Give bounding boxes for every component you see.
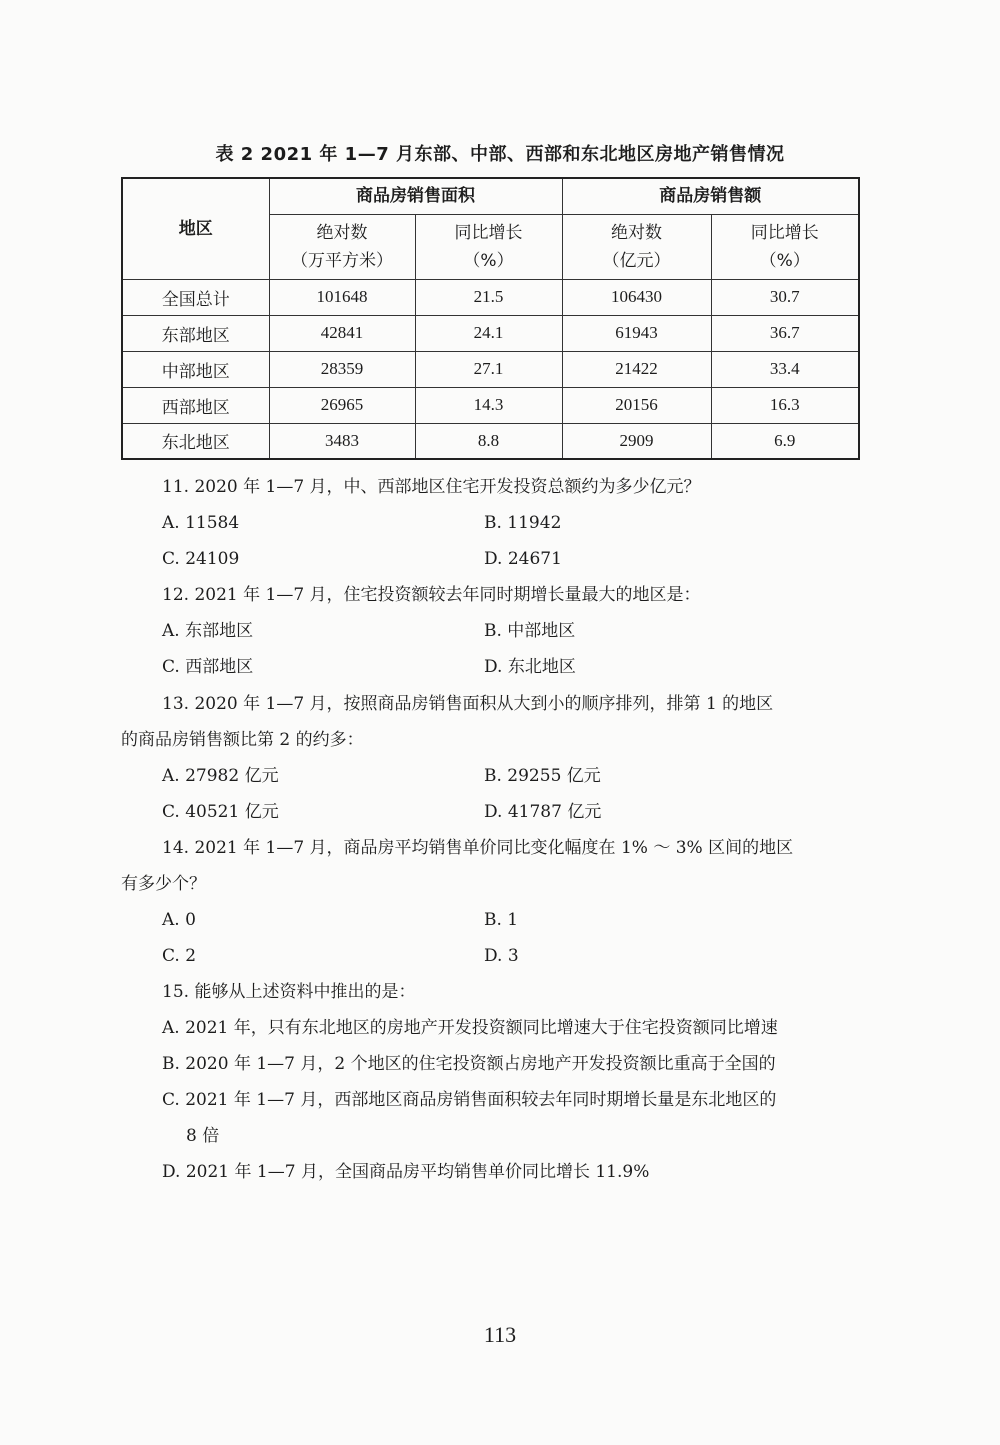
- area-yoy-cell: 8.8: [415, 423, 562, 459]
- table-row: [122, 279, 859, 315]
- area-yoy-cell: 21.5: [415, 279, 562, 315]
- sales-yoy-cell: 16.3: [711, 387, 859, 423]
- page-number: 113: [483, 1322, 517, 1347]
- area-yoy-cell: 14.3: [415, 387, 562, 423]
- area-yoy-header: [415, 214, 562, 279]
- question-15-option-c-line2: 8 倍: [186, 1126, 220, 1146]
- question-12-option-b: B. 中部地区: [484, 621, 576, 641]
- sales-cell: 61943: [562, 315, 711, 351]
- question-12-stem: 12. 2021 年 1—7 月，住宅投资额较去年同时期增长量最大的地区是：: [162, 585, 701, 605]
- question-15-option-c-line1: C. 2021 年 1—7 月，西部地区商品房销售面积较去年同时期增长量是东北地区的: [162, 1090, 777, 1110]
- area-yoy-label: 同比增长: [454, 222, 523, 243]
- question-11-option-d: D. 24671: [484, 549, 562, 569]
- area-yoy-cell: 27.1: [415, 351, 562, 387]
- area-group-header: 商品房销售面积: [269, 178, 562, 214]
- question-11-option-a: A. 11584: [162, 513, 240, 533]
- question-13-option-a: A. 27982 亿元: [162, 766, 279, 786]
- area-abs-header: [269, 214, 415, 279]
- question-11-option-c: C. 24109: [162, 549, 240, 569]
- sales-cell: 2909: [562, 423, 711, 459]
- sales-yoy-cell: 36.7: [711, 315, 859, 351]
- question-14-stem-line2: 有多少个？: [121, 874, 206, 894]
- sales-cell: 20156: [562, 387, 711, 423]
- area-cell: 28359: [269, 351, 415, 387]
- area-unit-label: （万平方米）: [291, 250, 393, 271]
- question-11-option-b: B. 11942: [484, 513, 562, 533]
- question-15-option-d: D. 2021 年 1—7 月，全国商品房平均销售单价同比增长 11.9%: [162, 1162, 650, 1182]
- table-row: [122, 351, 859, 387]
- sales-yoy-cell: 30.7: [711, 279, 859, 315]
- table-caption: 表 2 2021 年 1—7 月东部、中部、西部和东北地区房地产销售情况: [215, 144, 785, 165]
- question-15-option-b: B. 2020 年 1—7 月，2 个地区的住宅投资额占房地产开发投资额比重高于全国的: [162, 1054, 776, 1074]
- area-cell: 101648: [269, 279, 415, 315]
- question-11-stem: 11. 2020 年 1—7 月，中、西部地区住宅开发投资总额约为多少亿元？: [162, 477, 701, 497]
- question-13-option-d: D. 41787 亿元: [484, 802, 602, 822]
- question-12-option-a: A. 东部地区: [162, 621, 254, 641]
- area-yoy-cell: 24.1: [415, 315, 562, 351]
- sales-abs-header: [562, 214, 711, 279]
- sales-group-header: 商品房销售额: [562, 178, 859, 214]
- region-header: 地区: [122, 178, 269, 279]
- sales-table: [121, 177, 860, 460]
- sales-unit-label: （亿元）: [602, 250, 671, 271]
- question-15-stem: 15. 能够从上述资料中推出的是：: [162, 982, 416, 1002]
- table-row: [122, 387, 859, 423]
- sales-yoy-cell: 6.9: [711, 423, 859, 459]
- question-12-option-c: C. 西部地区: [162, 657, 254, 677]
- region-cell: 中部地区: [122, 351, 269, 387]
- question-14-option-b: B. 1: [484, 910, 519, 930]
- sales-yoy-label: 同比增长: [750, 222, 819, 243]
- question-14-option-d: D. 3: [484, 946, 519, 966]
- sales-cell: 21422: [562, 351, 711, 387]
- sales-pct-label: （%）: [759, 250, 810, 271]
- area-cell: 42841: [269, 315, 415, 351]
- sales-yoy-cell: 33.4: [711, 351, 859, 387]
- sales-abs-label: 绝对数: [611, 222, 662, 243]
- region-cell: 东部地区: [122, 315, 269, 351]
- area-pct-label: （%）: [463, 250, 514, 271]
- question-14-option-a: A. 0: [162, 910, 196, 930]
- question-13-stem-line1: 13. 2020 年 1—7 月，按照商品房销售面积从大到小的顺序排列，排第 1 的地区: [162, 694, 774, 714]
- area-cell: 26965: [269, 387, 415, 423]
- sales-yoy-header: [711, 214, 859, 279]
- area-abs-label: 绝对数: [316, 222, 368, 243]
- question-15-option-a: A. 2021 年，只有东北地区的房地产开发投资额同比增速大于住宅投资额同比增速: [162, 1018, 778, 1038]
- area-cell: 3483: [269, 423, 415, 459]
- table-row: [122, 423, 859, 459]
- region-cell: 全国总计: [122, 279, 269, 315]
- region-cell: 西部地区: [122, 387, 269, 423]
- question-14-stem-line1: 14. 2021 年 1—7 月，商品房平均销售单价同比变化幅度在 1% ～ 3% 区间的地区: [162, 838, 794, 858]
- question-13-stem-line2: 的商品房销售额比第 2 的约多：: [121, 730, 364, 750]
- sales-cell: 106430: [562, 279, 711, 315]
- question-13-option-c: C. 40521 亿元: [162, 802, 279, 822]
- question-13-option-b: B. 29255 亿元: [484, 766, 601, 786]
- region-cell: 东北地区: [122, 423, 269, 459]
- table-row: [122, 315, 859, 351]
- question-14-option-c: C. 2: [162, 946, 197, 966]
- question-12-option-d: D. 东北地区: [484, 657, 576, 677]
